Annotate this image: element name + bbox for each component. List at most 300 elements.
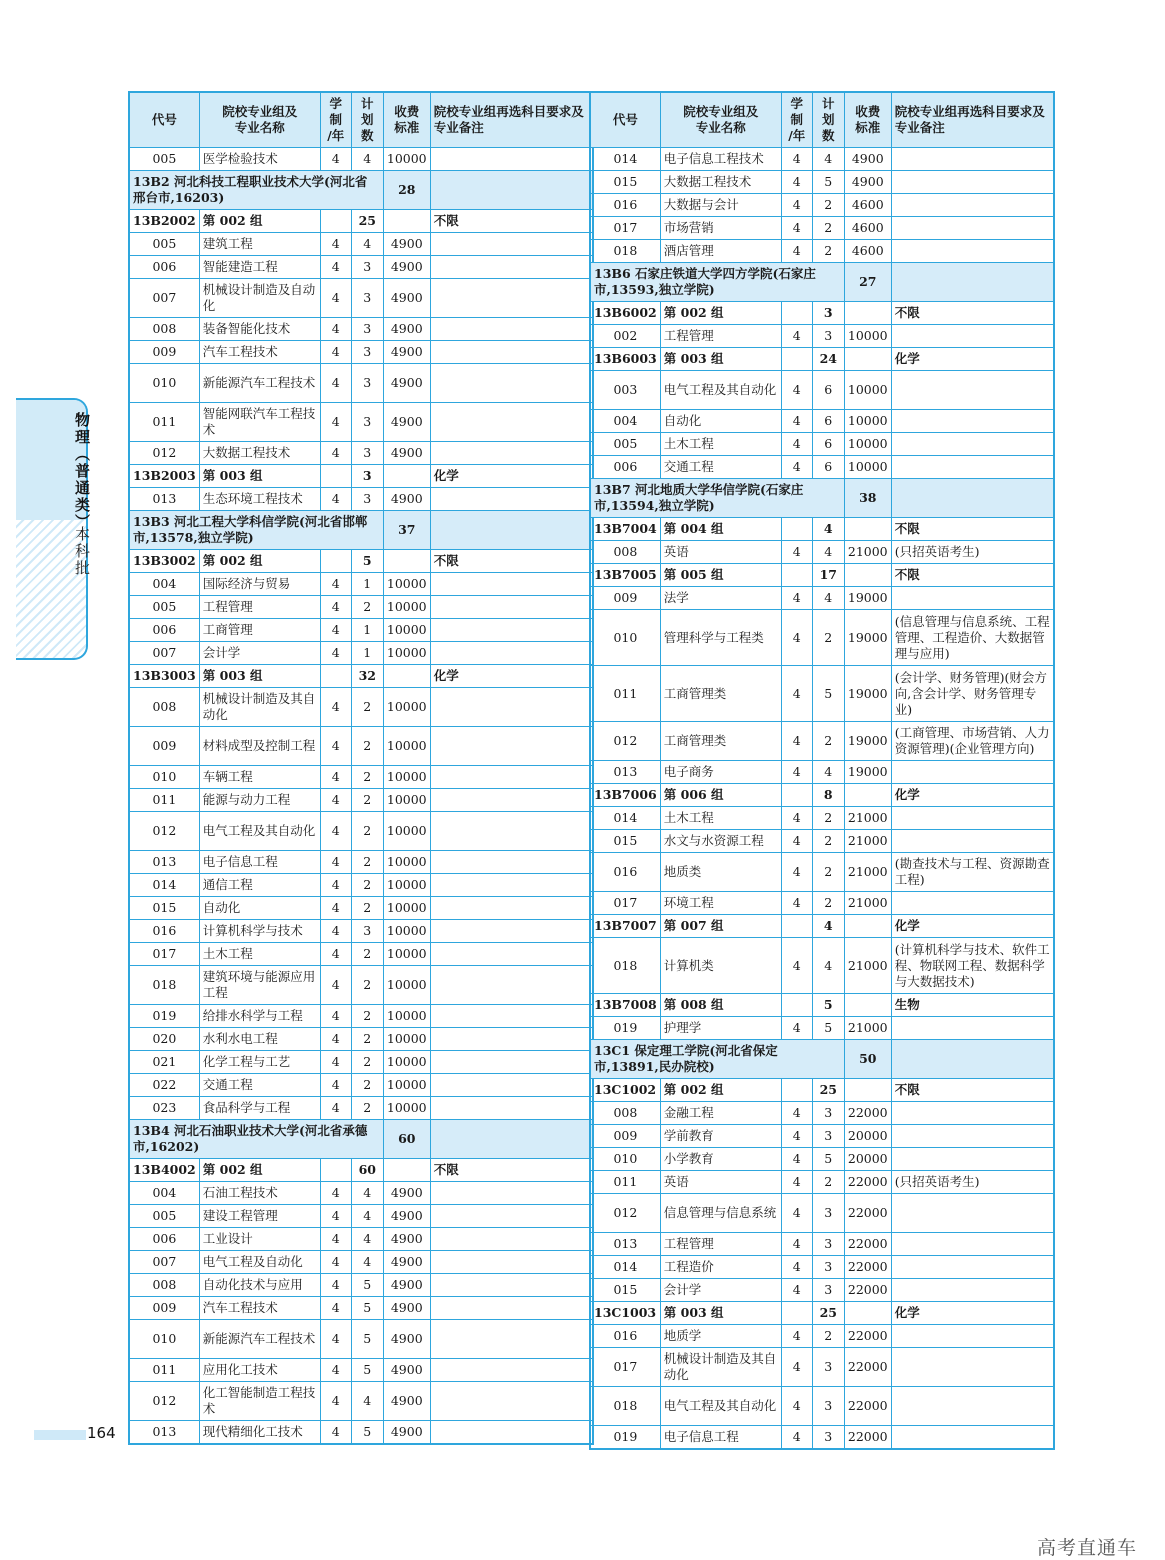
major-code: 015	[590, 1279, 660, 1302]
major-note	[430, 1182, 593, 1205]
note-cell	[891, 1040, 1054, 1079]
major-code: 010	[129, 364, 199, 403]
major-name: 酒店管理	[660, 240, 781, 263]
major-row	[129, 256, 593, 279]
name-header: 院校专业组及 专业名称	[199, 92, 320, 148]
group-name: 第 005 组	[660, 564, 781, 587]
plan-count: 32	[351, 665, 383, 688]
major-row	[129, 573, 593, 596]
plan-count: 24	[812, 348, 844, 371]
years-cell	[320, 550, 351, 573]
major-name: 国际经济与贸易	[199, 573, 320, 596]
major-name: 汽车工程技术	[199, 1297, 320, 1320]
group-row	[590, 994, 1054, 1017]
major-note	[891, 1017, 1054, 1040]
group-name: 第 007 组	[660, 915, 781, 938]
major-code: 016	[590, 853, 660, 892]
study-years: 4	[320, 1097, 351, 1120]
subject-requirement: 不限	[891, 564, 1054, 587]
tuition-fee: 10000	[383, 766, 430, 789]
tuition-fee: 4900	[383, 1421, 430, 1444]
major-row	[129, 233, 593, 256]
fee-cell	[844, 1079, 891, 1102]
plan-count: 2	[351, 1097, 383, 1120]
tuition-fee: 4900	[383, 1382, 430, 1421]
subject-requirement: 不限	[891, 1079, 1054, 1102]
major-row	[590, 666, 1054, 722]
study-years: 4	[320, 1320, 351, 1359]
group-code: 13C1002	[590, 1079, 660, 1102]
major-code: 009	[590, 587, 660, 610]
plan-count: 2	[812, 610, 844, 666]
fee-cell	[844, 784, 891, 807]
major-name: 工程管理	[199, 596, 320, 619]
major-code: 019	[590, 1017, 660, 1040]
major-note	[430, 148, 593, 171]
major-row	[590, 1426, 1054, 1449]
study-years: 4	[320, 966, 351, 1005]
major-row	[590, 722, 1054, 761]
major-code: 018	[590, 938, 660, 994]
study-years: 4	[320, 727, 351, 766]
study-years: 4	[320, 256, 351, 279]
major-code: 002	[590, 325, 660, 348]
major-code: 013	[129, 488, 199, 511]
major-row	[590, 217, 1054, 240]
study-years: 4	[320, 812, 351, 851]
study-years: 4	[781, 433, 812, 456]
major-code: 010	[590, 1148, 660, 1171]
plan-count: 5	[812, 666, 844, 722]
major-row	[590, 1256, 1054, 1279]
tuition-fee: 4900	[844, 171, 891, 194]
major-row	[590, 938, 1054, 994]
plan-header: 计 划 数	[812, 92, 844, 148]
plan-count: 3	[812, 1348, 844, 1387]
category-side-tab	[16, 398, 91, 660]
tuition-fee: 4900	[383, 1274, 430, 1297]
major-name: 自动化	[199, 897, 320, 920]
plan-count: 5	[812, 1017, 844, 1040]
years-cell	[781, 302, 812, 325]
major-row	[129, 1097, 593, 1120]
major-name: 自动化技术与应用	[199, 1274, 320, 1297]
group-code: 13C1003	[590, 1302, 660, 1325]
study-years: 4	[781, 938, 812, 994]
tuition-fee: 4900	[383, 318, 430, 341]
group-row	[129, 210, 593, 233]
institution-row	[590, 479, 1054, 518]
major-name: 电子信息工程	[660, 1426, 781, 1449]
plan-count: 2	[812, 722, 844, 761]
table-body-left	[129, 148, 593, 1444]
major-note	[891, 830, 1054, 853]
major-name: 电气工程及自动化	[199, 1251, 320, 1274]
major-name: 工程造价	[660, 1256, 781, 1279]
major-note	[891, 1426, 1054, 1449]
study-years: 4	[320, 1205, 351, 1228]
major-row	[129, 851, 593, 874]
subject-requirement: 化学	[891, 915, 1054, 938]
group-code: 13B3002	[129, 550, 199, 573]
major-row	[129, 1205, 593, 1228]
major-row	[590, 830, 1054, 853]
major-note: (只招英语考生)	[891, 1171, 1054, 1194]
major-row	[129, 789, 593, 812]
group-row	[590, 302, 1054, 325]
plan-count: 4	[812, 148, 844, 171]
study-years: 4	[320, 1274, 351, 1297]
subject-requirement: 不限	[891, 302, 1054, 325]
major-row	[590, 761, 1054, 784]
plan-count: 2	[351, 1051, 383, 1074]
group-row	[129, 465, 593, 488]
major-note	[891, 194, 1054, 217]
major-note	[891, 410, 1054, 433]
major-note	[430, 1251, 593, 1274]
plan-count: 3	[812, 302, 844, 325]
plan-count: 5	[812, 994, 844, 1017]
fee-cell	[383, 1159, 430, 1182]
tuition-fee: 22000	[844, 1325, 891, 1348]
subject-requirement: 化学	[891, 348, 1054, 371]
major-name: 信息管理与信息系统	[660, 1194, 781, 1233]
tuition-fee: 4600	[844, 217, 891, 240]
major-name: 小学教育	[660, 1148, 781, 1171]
major-note	[430, 1051, 593, 1074]
major-note	[891, 892, 1054, 915]
study-years: 4	[320, 1051, 351, 1074]
institution-name: 13C1 保定理工学院(河北省保定市,13891,民办院校)	[590, 1040, 844, 1079]
major-name: 大数据工程技术	[199, 442, 320, 465]
study-years: 4	[781, 194, 812, 217]
plan-count: 17	[812, 564, 844, 587]
major-name: 电子信息工程技术	[660, 148, 781, 171]
major-code: 005	[590, 433, 660, 456]
plan-count: 4	[351, 148, 383, 171]
plan-count: 3	[351, 403, 383, 442]
plan-count: 25	[812, 1302, 844, 1325]
major-row	[129, 1028, 593, 1051]
tuition-fee: 10000	[844, 433, 891, 456]
major-code: 013	[590, 1233, 660, 1256]
plan-count: 37	[383, 511, 430, 550]
major-note	[891, 1233, 1054, 1256]
tuition-fee: 19000	[844, 722, 891, 761]
subject-requirement: 不限	[430, 1159, 593, 1182]
plan-count: 28	[383, 171, 430, 210]
tuition-fee: 22000	[844, 1171, 891, 1194]
group-name: 第 006 组	[660, 784, 781, 807]
major-name: 机械设计制造及其自动化	[199, 688, 320, 727]
plan-count: 5	[351, 1274, 383, 1297]
tuition-fee: 10000	[844, 371, 891, 410]
major-code: 018	[129, 966, 199, 1005]
major-code: 018	[590, 1387, 660, 1426]
major-note	[430, 318, 593, 341]
major-row	[129, 688, 593, 727]
tuition-fee: 10000	[844, 410, 891, 433]
major-row	[129, 1005, 593, 1028]
note-header: 院校专业组再选科目要求及专业备注	[430, 92, 593, 148]
major-name: 自动化	[660, 410, 781, 433]
major-name: 应用化工技术	[199, 1359, 320, 1382]
major-name: 土木工程	[199, 943, 320, 966]
plan-count: 4	[351, 1382, 383, 1421]
tuition-fee: 10000	[383, 688, 430, 727]
years-cell	[781, 1079, 812, 1102]
major-name: 装备智能化技术	[199, 318, 320, 341]
plan-count: 2	[351, 1028, 383, 1051]
major-name: 环境工程	[660, 892, 781, 915]
tuition-fee: 4900	[383, 364, 430, 403]
note-header: 院校专业组再选科目要求及专业备注	[891, 92, 1054, 148]
major-code: 006	[129, 256, 199, 279]
major-note	[430, 1297, 593, 1320]
major-note: (勘查技术与工程、资源勘查工程)	[891, 853, 1054, 892]
major-note	[430, 897, 593, 920]
major-note	[430, 403, 593, 442]
fee-cell	[383, 550, 430, 573]
major-note	[430, 1382, 593, 1421]
study-years: 4	[320, 789, 351, 812]
tuition-fee: 21000	[844, 938, 891, 994]
major-row	[590, 1125, 1054, 1148]
tuition-fee: 10000	[383, 727, 430, 766]
group-row	[590, 348, 1054, 371]
major-name: 生态环境工程技术	[199, 488, 320, 511]
major-note	[430, 488, 593, 511]
tuition-fee: 10000	[383, 966, 430, 1005]
tuition-fee: 22000	[844, 1426, 891, 1449]
plan-count: 5	[812, 1148, 844, 1171]
study-years: 4	[320, 920, 351, 943]
tuition-fee: 10000	[383, 851, 430, 874]
major-code: 004	[129, 1182, 199, 1205]
plan-count: 4	[351, 1251, 383, 1274]
institution-name: 13B4 河北石油职业技术大学(河北省承德市,16202)	[129, 1120, 383, 1159]
major-row	[129, 1274, 593, 1297]
major-note	[891, 1325, 1054, 1348]
table-header-row	[590, 92, 1054, 148]
major-name: 水文与水资源工程	[660, 830, 781, 853]
plan-count: 2	[351, 851, 383, 874]
plan-count: 3	[812, 1102, 844, 1125]
subject-requirement: 不限	[430, 550, 593, 573]
group-row	[129, 550, 593, 573]
major-code: 020	[129, 1028, 199, 1051]
study-years: 4	[781, 1325, 812, 1348]
major-note	[891, 1194, 1054, 1233]
batch-label: 本科批	[73, 526, 91, 577]
major-name: 新能源汽车工程技术	[199, 364, 320, 403]
study-years: 4	[320, 1028, 351, 1051]
plan-count: 4	[351, 1205, 383, 1228]
study-years: 4	[781, 722, 812, 761]
tuition-fee: 4900	[383, 233, 430, 256]
major-row	[590, 1387, 1054, 1426]
plan-count: 5	[812, 171, 844, 194]
major-code: 011	[129, 403, 199, 442]
major-code: 014	[129, 874, 199, 897]
major-row	[129, 341, 593, 364]
tuition-fee: 22000	[844, 1194, 891, 1233]
page-number-bar	[34, 1430, 86, 1440]
major-row	[129, 966, 593, 1005]
plan-count: 2	[351, 943, 383, 966]
fee-header: 收费 标准	[383, 92, 430, 148]
group-name: 第 002 组	[199, 550, 320, 573]
major-code: 022	[129, 1074, 199, 1097]
plan-count: 8	[812, 784, 844, 807]
major-name: 给排水科学与工程	[199, 1005, 320, 1028]
group-name: 第 002 组	[199, 1159, 320, 1182]
major-note	[430, 573, 593, 596]
study-years: 4	[781, 1233, 812, 1256]
major-name: 电气工程及其自动化	[660, 371, 781, 410]
major-row	[590, 1171, 1054, 1194]
plan-count: 2	[351, 727, 383, 766]
tuition-fee: 4900	[383, 1182, 430, 1205]
years-cell	[320, 210, 351, 233]
major-code: 006	[129, 619, 199, 642]
subject-requirement: 化学	[891, 1302, 1054, 1325]
tuition-fee: 10000	[383, 573, 430, 596]
plan-count: 3	[351, 920, 383, 943]
study-years: 4	[320, 279, 351, 318]
plan-count: 6	[812, 456, 844, 479]
tuition-fee: 10000	[844, 456, 891, 479]
major-note	[891, 1387, 1054, 1426]
tuition-fee: 10000	[383, 1074, 430, 1097]
plan-count: 5	[351, 1421, 383, 1444]
group-code: 13B7005	[590, 564, 660, 587]
plan-count: 4	[351, 233, 383, 256]
study-years: 4	[320, 897, 351, 920]
plan-count: 5	[351, 1359, 383, 1382]
study-years: 4	[320, 1251, 351, 1274]
plan-count: 5	[351, 1297, 383, 1320]
major-name: 大数据工程技术	[660, 171, 781, 194]
major-code: 003	[590, 371, 660, 410]
plan-count: 3	[812, 1426, 844, 1449]
tuition-fee: 4900	[383, 1297, 430, 1320]
major-code: 017	[129, 943, 199, 966]
major-name: 会计学	[199, 642, 320, 665]
years-cell	[781, 1302, 812, 1325]
major-name: 法学	[660, 587, 781, 610]
study-years: 4	[781, 1125, 812, 1148]
major-note	[430, 1359, 593, 1382]
group-name: 第 004 组	[660, 518, 781, 541]
note-cell	[891, 263, 1054, 302]
group-row	[590, 518, 1054, 541]
fee-header: 收费 标准	[844, 92, 891, 148]
tuition-fee: 19000	[844, 587, 891, 610]
study-years: 4	[320, 1228, 351, 1251]
major-note	[430, 1097, 593, 1120]
tuition-fee: 22000	[844, 1387, 891, 1426]
major-name: 金融工程	[660, 1102, 781, 1125]
study-years: 4	[320, 596, 351, 619]
major-row	[590, 148, 1054, 171]
subject-requirement: 生物	[891, 994, 1054, 1017]
plan-count: 1	[351, 642, 383, 665]
group-code: 13B2002	[129, 210, 199, 233]
fee-cell	[383, 465, 430, 488]
plan-count: 3	[351, 465, 383, 488]
fee-cell	[844, 348, 891, 371]
major-note	[430, 279, 593, 318]
fee-cell	[844, 915, 891, 938]
group-row	[129, 665, 593, 688]
tuition-fee: 10000	[383, 789, 430, 812]
major-code: 016	[129, 920, 199, 943]
major-name: 英语	[660, 541, 781, 564]
plan-count: 6	[812, 433, 844, 456]
table-body-right	[590, 148, 1054, 1449]
plan-count: 3	[812, 1387, 844, 1426]
major-row	[129, 1421, 593, 1444]
major-code: 005	[129, 148, 199, 171]
study-years: 4	[320, 619, 351, 642]
plan-count: 2	[812, 194, 844, 217]
study-years: 4	[320, 1005, 351, 1028]
major-note	[891, 1102, 1054, 1125]
fee-cell	[383, 665, 430, 688]
major-name: 计算机科学与技术	[199, 920, 320, 943]
study-years: 4	[320, 1382, 351, 1421]
major-name: 英语	[660, 1171, 781, 1194]
plan-count: 25	[351, 210, 383, 233]
major-code: 017	[590, 1348, 660, 1387]
major-row	[590, 410, 1054, 433]
major-name: 土木工程	[660, 433, 781, 456]
plan-count: 3	[351, 442, 383, 465]
tuition-fee: 10000	[383, 874, 430, 897]
major-code: 014	[590, 807, 660, 830]
major-name: 工商管理	[199, 619, 320, 642]
study-years: 4	[781, 1426, 812, 1449]
major-name: 计算机类	[660, 938, 781, 994]
study-years: 4	[320, 364, 351, 403]
major-code: 006	[590, 456, 660, 479]
subject-requirement: 化学	[891, 784, 1054, 807]
plan-count: 4	[812, 915, 844, 938]
plan-count: 27	[844, 263, 891, 302]
major-row	[590, 194, 1054, 217]
plan-count: 3	[812, 1125, 844, 1148]
institution-row	[129, 171, 593, 210]
major-name: 管理科学与工程类	[660, 610, 781, 666]
tuition-fee: 10000	[383, 920, 430, 943]
plan-count: 3	[812, 1256, 844, 1279]
major-note	[891, 1148, 1054, 1171]
major-name: 车辆工程	[199, 766, 320, 789]
study-years: 4	[781, 456, 812, 479]
plan-count: 3	[812, 1279, 844, 1302]
major-row	[129, 943, 593, 966]
major-note	[430, 364, 593, 403]
plan-count: 3	[351, 488, 383, 511]
major-name: 工商管理类	[660, 666, 781, 722]
major-note	[430, 1228, 593, 1251]
plan-count: 2	[351, 1074, 383, 1097]
plan-count: 1	[351, 573, 383, 596]
major-code: 005	[129, 1205, 199, 1228]
major-code: 013	[129, 1421, 199, 1444]
major-name: 化工智能制造工程技术	[199, 1382, 320, 1421]
